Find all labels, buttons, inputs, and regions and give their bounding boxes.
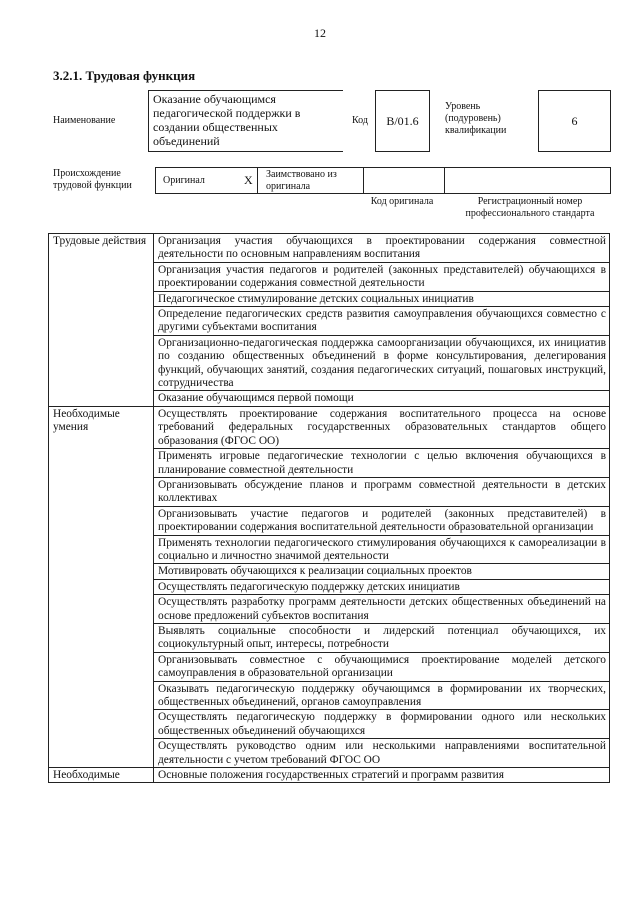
code-label: Код [352, 115, 368, 126]
section-heading: Необходимые [49, 768, 154, 783]
origin-row [155, 167, 611, 194]
table-cell: Организация участия обучающихся в проектировании содержания совместной деятельности по основным направлениям воспитания [154, 234, 610, 263]
original-mark: X [244, 173, 253, 187]
table-cell: Оказание обучающимся первой помощи [154, 391, 610, 406]
function-name-box: Оказание обучающимся педагогической поддержки в создании общественных объединений [148, 90, 343, 152]
table-cell: Оказывать педагогическую поддержку обучающимся в формировании их творческих, общественных объединений, органов самоуправления [154, 681, 610, 710]
level-value-box: 6 [538, 90, 611, 152]
name-label: Наименование [53, 115, 116, 126]
section-heading: Необходимые умения [49, 406, 154, 767]
table-cell: Основные положения государственных стратегий и программ развития [154, 768, 610, 783]
table-cell: Мотивировать обучающихся к реализации социальных проектов [154, 564, 610, 579]
page-number: 12 [314, 26, 326, 40]
table-row [49, 768, 610, 783]
table-cell: Осуществлять педагогическую поддержку детских инициатив [154, 579, 610, 594]
labor-function-table [48, 233, 610, 783]
table-cell: Организовывать совместное с обучающимися проектирование моделей детского самоуправления в образовательной организации [154, 652, 610, 681]
table-cell: Осуществлять проектирование содержания воспитательного процесса на основе требований федеральных государственных образовательных стандартов общего образования (ФГОС ОО) [154, 406, 610, 448]
section-heading: Трудовые действия [49, 234, 154, 407]
table-cell: Выявлять социальные способности и лидерский потенциал обучающихся, их социокультурный опыт, интересы, потребности [154, 623, 610, 652]
table-cell: Педагогическое стимулирование детских социальных инициатив [154, 291, 610, 306]
table-cell: Организовывать обсуждение планов и программ совместной деятельности в детских коллективах [154, 477, 610, 506]
table-cell: Применять технологии педагогического стимулирования обучающихся к самореализации в социально и личностно значимой деятельности [154, 535, 610, 564]
table-row [49, 234, 610, 263]
borrowed-label: Заимствовано из оригинала [266, 169, 337, 192]
level-label: Уровень (подуровень) квалификации [445, 101, 507, 136]
table-cell: Осуществлять руководство одним или несколькими направлениями воспитательной деятельности с учетом требований ФГОС ОО [154, 739, 610, 768]
table-cell: Организационно-педагогическая поддержка самоорганизации обучающихся, их инициатив по созданию общественных объединений в форме консультирования, делегирования функций, обучающих занятий, создания педагогических ситуаций, пошаговых инструкций, сотрудничества [154, 335, 610, 391]
table-cell: Осуществлять разработку программ деятельности детских общественных объединений на основе предложений субъектов воспитания [154, 595, 610, 624]
code-original-caption: Код оригинала [370, 196, 434, 207]
code-value-box: В/01.6 [375, 90, 430, 152]
section-title: 3.2.1. Трудовая функция [53, 68, 196, 83]
table-cell: Определение педагогических средств развития самоуправления обучающихся совместно с другими субъектами воспитания [154, 307, 610, 336]
table-row [49, 406, 610, 448]
reg-number-caption: Регистрационный номер профессионального стандарта [465, 196, 595, 219]
table-cell: Организовывать участие педагогов и родителей (законных представителей) в проектировании содержания воспитательной деятельности образовательной организации [154, 506, 610, 535]
table-cell: Применять игровые педагогические технологии с целью включения обучающихся в планирование совместной деятельности [154, 449, 610, 478]
table-cell: Осуществлять педагогическую поддержку в формировании одного или нескольких общественных объединений обучающихся [154, 710, 610, 739]
origin-label: Происхождение трудовой функции [53, 168, 132, 191]
original-label: Оригинал [163, 175, 205, 186]
table-cell: Организация участия педагогов и родителей (законных представителей) обучающихся в проектировании содержания совместной деятельности [154, 262, 610, 291]
